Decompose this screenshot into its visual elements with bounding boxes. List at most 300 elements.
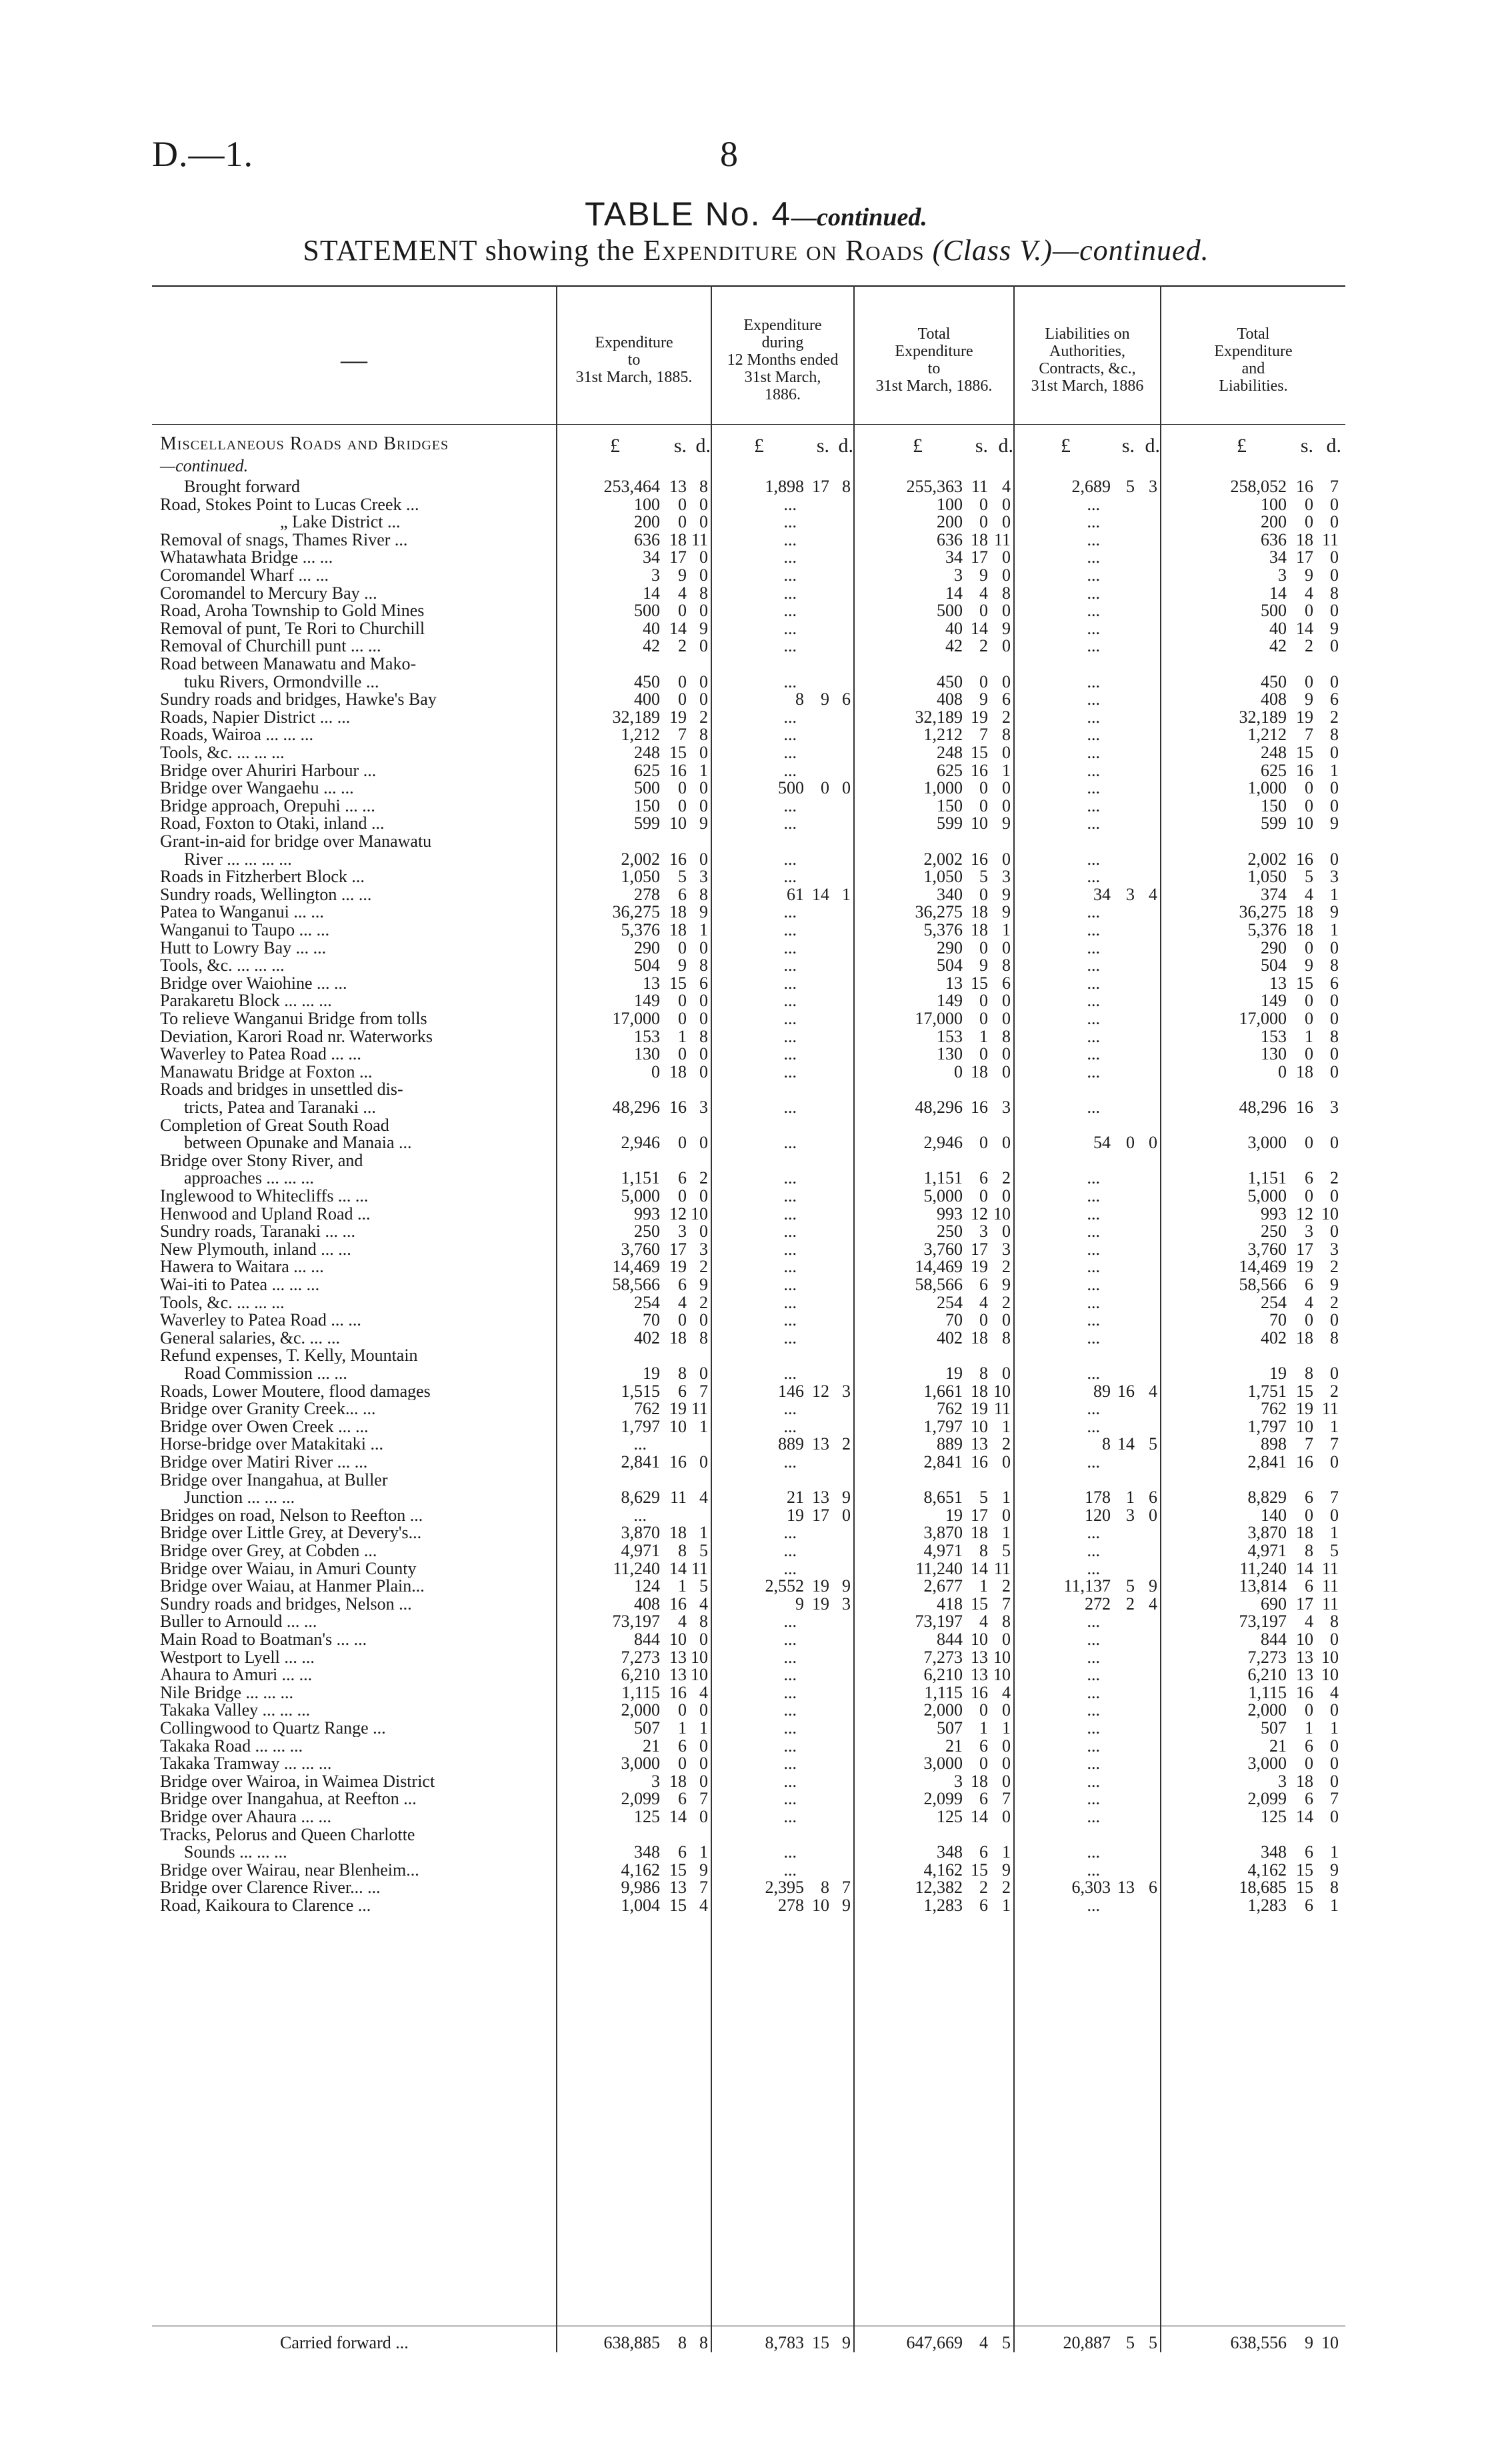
cell-pence-c1: 1 (699, 1523, 708, 1543)
cell-pounds-c1: 7,273 (621, 1647, 660, 1667)
cell-pounds-c1: 1,115 (621, 1682, 660, 1702)
cell-pence-c1: 0 (699, 778, 708, 798)
table-row (0, 1666, 1512, 1684)
unit-shillings: s. (1121, 435, 1135, 457)
cell-shillings-c1: 15 (669, 973, 687, 993)
cell-pounds-c3: 3,870 (923, 1523, 963, 1543)
col-header-total-exp: Total Expenditure to 31st March, 1886. (875, 325, 993, 395)
cell-pence-c5: 2 (1330, 1381, 1339, 1401)
cell-pounds-c5: 7,273 (1247, 1647, 1287, 1667)
cell-shillings-c5: 4 (1305, 583, 1313, 603)
cell-pence-c2: 9 (842, 1896, 851, 1915)
cell-pence-c3: 0 (1002, 1771, 1011, 1791)
cell-pence-c3: 7 (1002, 1789, 1011, 1809)
cell-shillings-c3: 18 (971, 1328, 988, 1348)
cell-pence-c4: 6 (1149, 1488, 1157, 1508)
cell-pence-c3: 0 (1002, 991, 1011, 1011)
cell-shillings-c1: 5 (678, 867, 687, 887)
cell-empty-c2: ... (783, 1097, 797, 1117)
cell-pounds-c1: 762 (634, 1399, 660, 1419)
cell-pounds-c3: 2,841 (923, 1452, 963, 1472)
cell-pence-c5: 3 (1330, 1097, 1339, 1117)
cell-shillings-c3: 17 (971, 1505, 988, 1525)
cell-pence-c5: 7 (1330, 1434, 1339, 1454)
table-row (0, 1754, 1512, 1772)
cell-shillings-c5: 18 (1296, 920, 1313, 939)
cell-pence-c2: 8 (842, 477, 851, 496)
row-label: Ahaura to Amuri ... ... (160, 1666, 313, 1684)
cell-shillings-c5: 9 (1305, 955, 1313, 975)
cell-pounds-c3: 3 (954, 1771, 963, 1791)
unit-pence: d. (838, 435, 853, 457)
cell-pounds-c3: 5,376 (923, 920, 963, 939)
cell-pounds-c5: 1,212 (1247, 725, 1287, 745)
cell-pence-c5: 0 (1330, 1754, 1339, 1774)
cell-pence-c1: 0 (699, 1452, 708, 1472)
table-row (0, 991, 1512, 1009)
cell-pounds-c3: 450 (937, 671, 963, 691)
cell-pounds-c4: 8 (1102, 1434, 1111, 1454)
cell-pence-c5: 0 (1330, 795, 1339, 815)
cell-shillings-c1: 6 (678, 1168, 687, 1188)
cell-pence-c5: 1 (1330, 1896, 1339, 1915)
row-label: Carried forward ... (280, 2334, 409, 2352)
cell-empty-c4: ... (1087, 1718, 1100, 1738)
cell-pounds-c1: 9,986 (621, 1878, 660, 1898)
cell-pounds-c1: 3 (651, 565, 660, 585)
cell-pence-c5: 0 (1330, 1044, 1339, 1064)
row-label: Removal of snags, Thames River ... (160, 530, 408, 549)
cell-shillings-c3: 0 (979, 937, 988, 957)
cell-shillings-c5: 4 (1305, 884, 1313, 904)
cell-pence-c4: 9 (1149, 1576, 1157, 1596)
cell-pence-c5: 3 (1330, 1239, 1339, 1259)
cell-pounds-c1: 636 (634, 529, 660, 549)
cell-pounds-c3: 636 (937, 529, 963, 549)
cell-shillings-c3: 18 (971, 920, 988, 939)
cell-pounds-c5: 2,841 (1247, 1452, 1287, 1472)
cell-shillings-c5: 5 (1305, 867, 1313, 887)
cell-pounds-c5: 48,296 (1239, 1097, 1287, 1117)
cell-shillings-c3: 0 (979, 1044, 988, 1064)
row-label: Road, Foxton to Otaki, inland ... (160, 814, 385, 833)
table-row (0, 903, 1512, 921)
cell-shillings-c5: 16 (1296, 1452, 1313, 1472)
cell-shillings-c1: 13 (669, 1647, 687, 1667)
cell-empty-c4: ... (1087, 1754, 1100, 1774)
cell-pence-c1: 5 (699, 1541, 708, 1560)
col-header-exp-during: Expenditure during 12 Months ended 31st March, 1886. (727, 317, 839, 403)
table-row (0, 1329, 1512, 1347)
cell-pence-c1: 8 (699, 1026, 708, 1046)
cell-pounds-c5: 21 (1269, 1736, 1287, 1756)
cell-pence-c3: 0 (1002, 849, 1011, 869)
cell-pounds-c5: 3,000 (1247, 1754, 1287, 1774)
cell-shillings-c3: 0 (979, 795, 988, 815)
cell-shillings-c1: 18 (669, 920, 687, 939)
row-label: Bridge approach, Orepuhi ... ... (160, 796, 375, 815)
cell-pounds-c3: 36,275 (915, 902, 963, 922)
cell-pence-c3: 2 (1002, 707, 1011, 727)
row-label: Sounds ... ... ... (184, 1843, 287, 1862)
cell-pounds-c5: 762 (1261, 1399, 1287, 1419)
cell-pence-c1: 2 (699, 1292, 708, 1312)
row-label: Hawera to Waitara ... ... (160, 1258, 324, 1276)
cell-empty-c4: ... (1087, 1612, 1100, 1632)
cell-pence-c3: 9 (1002, 618, 1011, 638)
cell-pounds-c5: 1,751 (1247, 1381, 1287, 1401)
cell-shillings-c1: 0 (678, 1133, 687, 1153)
cell-shillings-c5: 6 (1305, 1576, 1313, 1596)
cell-pounds-c1: 400 (634, 689, 660, 709)
cell-shillings-c5: 4 (1305, 1292, 1313, 1312)
cell-shillings-c5: 0 (1305, 1700, 1313, 1720)
cell-pence-c5: 10 (1321, 1647, 1339, 1667)
cell-pence-c5: 0 (1330, 778, 1339, 798)
cell-shillings-c5: 3 (1305, 1222, 1313, 1242)
cell-pence-c2: 9 (842, 1576, 851, 1596)
cell-shillings-c5: 16 (1296, 477, 1313, 496)
cell-pounds-c1: 3,760 (621, 1239, 660, 1259)
cell-empty-c2: ... (783, 1416, 797, 1436)
cell-shillings-c3: 5 (979, 867, 988, 887)
cell-empty-c4: ... (1087, 743, 1100, 762)
cell-pounds-c5: 150 (1261, 795, 1287, 815)
cell-pounds-c3: 1,151 (923, 1168, 963, 1188)
cell-shillings-c3: 0 (979, 991, 988, 1011)
cell-pence-c1: 0 (699, 1310, 708, 1330)
cell-shillings-c5: 17 (1296, 547, 1313, 567)
cell-pounds-c3: 130 (937, 1044, 963, 1064)
cell-empty-c2: ... (783, 565, 797, 585)
cell-pence-c1: 11 (691, 1399, 708, 1419)
cell-pence-c5: 10 (1321, 1203, 1339, 1224)
cell-pence-c3: 8 (1002, 955, 1011, 975)
cell-pence-c5: 0 (1330, 1771, 1339, 1791)
cell-shillings-c1: 14 (669, 1807, 687, 1826)
cell-pence-c3: 0 (1002, 1736, 1011, 1756)
table-number: 4 (771, 195, 792, 233)
cell-pence-c1: 0 (699, 849, 708, 869)
table-row (0, 1009, 1512, 1027)
cell-pence-c3: 0 (1002, 1807, 1011, 1826)
cell-shillings-c4: 0 (1126, 1133, 1135, 1153)
cell-pence-c1: 0 (699, 743, 708, 762)
cell-pounds-c2: 61 (787, 884, 804, 904)
unit-pound: £ (913, 435, 923, 457)
row-label: Waverley to Patea Road ... ... (160, 1311, 361, 1330)
cell-empty-c4: ... (1087, 813, 1100, 833)
cell-pence-c2: 0 (842, 1505, 851, 1525)
cell-pence-c3: 7 (1002, 1594, 1011, 1614)
table-row (0, 1240, 1512, 1258)
cell-pounds-c3: 2,099 (923, 1789, 963, 1809)
row-label: Roads, Wairoa ... ... ... (160, 725, 313, 744)
cell-shillings-c1: 3 (678, 1222, 687, 1242)
cell-shillings-c1: 6 (678, 1842, 687, 1862)
cell-empty-c4: ... (1087, 1416, 1100, 1436)
cell-shillings-c5: 0 (1305, 1754, 1313, 1774)
cell-empty-c2: ... (783, 1203, 797, 1224)
cell-pence-c3: 11 (993, 1558, 1011, 1578)
cell-pounds-c1: 14 (643, 583, 660, 603)
table-title-main: TABLE No. (585, 195, 772, 233)
cell-shillings-c1: 14 (669, 1558, 687, 1578)
cell-shillings-c1: 16 (669, 1097, 687, 1117)
row-label: Bridge over Ahaura ... ... (160, 1808, 332, 1826)
cell-pence-c1: 4 (699, 1896, 708, 1915)
cell-shillings-c2: 17 (812, 1505, 829, 1525)
cell-pence-c2: 3 (842, 1594, 851, 1614)
cell-pounds-c1: 21 (643, 1736, 660, 1756)
cell-empty-c4: ... (1087, 1044, 1100, 1064)
cell-pence-c1: 11 (691, 529, 708, 549)
row-label: Takaka Tramway ... ... ... (160, 1754, 332, 1773)
cell-shillings-c5: 19 (1296, 707, 1313, 727)
cell-pounds-c1: 100 (634, 494, 660, 514)
table-row (0, 2334, 1512, 2352)
cell-pence-c1: 1 (699, 1718, 708, 1738)
cell-shillings-c5: 14 (1296, 618, 1313, 638)
cell-pence-c3: 1 (1002, 1842, 1011, 1862)
cell-shillings-c3: 6 (979, 1789, 988, 1809)
cell-pounds-c3: 1,000 (923, 778, 963, 798)
cell-pounds-c5: 200 (1261, 512, 1287, 532)
cell-shillings-c2: 19 (812, 1594, 829, 1614)
cell-shillings-c3: 13 (971, 1434, 988, 1454)
cell-shillings-c1: 16 (669, 1594, 687, 1614)
cell-shillings-c5: 6 (1305, 1842, 1313, 1862)
table-row (0, 548, 1512, 566)
cell-shillings-c1: 8 (678, 1541, 687, 1560)
cell-pounds-c5: 149 (1261, 991, 1287, 1011)
cell-shillings-c5: 6 (1305, 1896, 1313, 1915)
cell-pounds-c1: 0 (651, 1061, 660, 1081)
cell-empty-c4: ... (1087, 1328, 1100, 1348)
cell-empty-c2: ... (783, 849, 797, 869)
cell-shillings-c1: 18 (669, 529, 687, 549)
table-row (0, 1346, 1512, 1364)
cell-shillings-c1: 7 (678, 725, 687, 745)
row-label: Road, Aroha Township to Gold Mines (160, 601, 425, 620)
cell-pence-c1: 0 (699, 991, 708, 1011)
cell-pounds-c1: 625 (634, 760, 660, 780)
cell-shillings-c1: 1 (678, 1576, 687, 1596)
cell-pounds-c1: 2,002 (621, 849, 660, 869)
cell-shillings-c4: 5 (1126, 2333, 1135, 2352)
cell-shillings-c5: 18 (1296, 529, 1313, 549)
cell-empty-c2: ... (783, 973, 797, 993)
cell-pence-c1: 4 (699, 1488, 708, 1508)
cell-shillings-c5: 0 (1305, 1044, 1313, 1064)
cell-shillings-c3: 10 (971, 1630, 988, 1649)
cell-pounds-c1: 402 (634, 1328, 660, 1348)
cell-pence-c2: 0 (842, 778, 851, 798)
cell-pounds-c1: 993 (634, 1203, 660, 1224)
cell-shillings-c5: 13 (1296, 1665, 1313, 1685)
cell-pounds-c1: 17,000 (612, 1009, 660, 1028)
cell-shillings-c1: 15 (669, 1860, 687, 1880)
row-label: River ... ... ... ... (184, 849, 292, 868)
cell-empty-c2: ... (783, 1009, 797, 1028)
row-label: Whatawhata Bridge ... ... (160, 548, 333, 567)
cell-shillings-c3: 14 (971, 1558, 988, 1578)
cell-pence-c5: 2 (1330, 1168, 1339, 1188)
table-row (0, 1063, 1512, 1081)
table-row (0, 1790, 1512, 1808)
cell-empty-c2: ... (783, 547, 797, 567)
cell-empty-c1: ... (633, 1434, 647, 1454)
cell-pounds-c3: 42 (945, 636, 963, 656)
cell-pounds-c5: 153 (1261, 1026, 1287, 1046)
cell-pence-c3: 0 (1002, 1505, 1011, 1525)
cell-shillings-c1: 16 (669, 849, 687, 869)
cell-empty-c4: ... (1087, 1665, 1100, 1685)
cell-empty-c2: ... (783, 1612, 797, 1632)
cell-empty-c4: ... (1087, 778, 1100, 798)
cell-shillings-c1: 19 (669, 1257, 687, 1277)
cell-empty-c4: ... (1087, 1736, 1100, 1756)
cell-empty-c4: ... (1087, 937, 1100, 957)
cell-pounds-c1: 11,240 (613, 1558, 660, 1578)
cell-pence-c5: 0 (1330, 991, 1339, 1011)
cell-pence-c5: 7 (1330, 1488, 1339, 1508)
cell-pounds-c1: 599 (634, 813, 660, 833)
cell-pence-c3: 1 (1002, 1416, 1011, 1436)
cell-pence-c4: 4 (1149, 1594, 1157, 1614)
col-header-total-liab: Total Expenditure and Liabilities. (1214, 325, 1293, 395)
cell-empty-c4: ... (1087, 1842, 1100, 1862)
cell-pounds-c5: 254 (1261, 1292, 1287, 1312)
cell-pounds-c3: 993 (937, 1203, 963, 1224)
cell-pounds-c5: 504 (1261, 955, 1287, 975)
cell-empty-c4: ... (1087, 512, 1100, 532)
cell-pounds-c3: 2,677 (923, 1576, 963, 1596)
cell-pence-c3: 1 (1002, 1896, 1011, 1915)
cell-shillings-c3: 1 (979, 1026, 988, 1046)
cell-pence-c2: 2 (842, 1434, 851, 1454)
cell-pounds-c3: 2,000 (923, 1700, 963, 1720)
row-label: Removal of Churchill punt ... ... (160, 637, 381, 655)
table-row (0, 1719, 1512, 1737)
table-row (0, 1772, 1512, 1790)
table-row (0, 1222, 1512, 1240)
cell-empty-c2: ... (783, 813, 797, 833)
row-label: Grant-in-aid for bridge over Manawatu (160, 832, 432, 850)
unit-pound: £ (754, 435, 764, 457)
cell-pence-c1: 9 (699, 618, 708, 638)
cell-shillings-c3: 1 (979, 1718, 988, 1738)
table-row (0, 1364, 1512, 1382)
cell-pence-c5: 9 (1330, 902, 1339, 922)
cell-pounds-c1: 36,275 (612, 902, 660, 922)
table-row (0, 1896, 1512, 1914)
cell-shillings-c1: 18 (669, 1328, 687, 1348)
cell-pence-c5: 1 (1330, 1718, 1339, 1738)
cell-pence-c3: 4 (1002, 1682, 1011, 1702)
cell-empty-c2: ... (783, 867, 797, 887)
cell-pence-c4: 3 (1149, 477, 1157, 496)
cell-pounds-c3: 8,651 (923, 1488, 963, 1508)
cell-empty-c4: ... (1087, 689, 1100, 709)
cell-pounds-c5: 258,052 (1230, 477, 1287, 496)
cell-shillings-c5: 0 (1305, 1310, 1313, 1330)
cell-pounds-c5: 42 (1269, 636, 1287, 656)
cell-pounds-c3: 40 (945, 618, 963, 638)
cell-pence-c1: 1 (699, 1416, 708, 1436)
cell-shillings-c5: 10 (1296, 1630, 1313, 1649)
cell-shillings-c2: 13 (812, 1434, 829, 1454)
cell-empty-c2: ... (783, 991, 797, 1011)
cell-shillings-c2: 13 (812, 1488, 829, 1508)
cell-shillings-c2: 15 (812, 2333, 829, 2352)
section-title: Miscellaneous Roads and Bridges (160, 433, 449, 454)
row-label: Horse-bridge over Matakitaki ... (160, 1435, 384, 1454)
cell-empty-c4: ... (1087, 920, 1100, 939)
row-label: „ Lake District ... (280, 513, 401, 531)
table-row (0, 1382, 1512, 1400)
cell-pence-c1: 0 (699, 1630, 708, 1649)
cell-shillings-c5: 0 (1305, 991, 1313, 1011)
cell-shillings-c3: 8 (979, 1541, 988, 1560)
table-row (0, 566, 1512, 584)
cell-shillings-c5: 16 (1296, 760, 1313, 780)
row-label: Bridge over Waiau, in Amuri County (160, 1559, 417, 1578)
cell-shillings-c3: 13 (971, 1665, 988, 1685)
cell-shillings-c5: 19 (1296, 1257, 1313, 1277)
cell-pence-c5: 11 (1321, 1399, 1339, 1419)
cell-shillings-c3: 16 (971, 849, 988, 869)
cell-shillings-c5: 0 (1305, 1505, 1313, 1525)
cell-pounds-c1: 504 (634, 955, 660, 975)
cell-shillings-c1: 0 (678, 494, 687, 514)
cell-empty-c4: ... (1087, 707, 1100, 727)
row-label: Westport to Lyell ... ... (160, 1648, 315, 1666)
cell-pounds-c5: 19 (1269, 1364, 1287, 1383)
cell-pence-c5: 9 (1330, 1275, 1339, 1294)
cell-empty-c4: ... (1087, 671, 1100, 691)
cell-pounds-c3: 32,189 (915, 707, 963, 727)
cell-empty-c4: ... (1087, 902, 1100, 922)
cell-pounds-c5: 2,000 (1247, 1700, 1287, 1720)
row-label: Bridge over Wangaehu ... ... (160, 779, 354, 797)
section-subtitle: —continued. (160, 456, 249, 475)
cell-pence-c3: 0 (1002, 1009, 1011, 1028)
cell-pounds-c1: 14,469 (612, 1257, 660, 1277)
table-row (0, 477, 1512, 495)
cell-pence-c1: 7 (699, 1878, 708, 1898)
table-row (0, 850, 1512, 868)
row-label: between Opunake and Manaia ... (184, 1133, 412, 1152)
cell-pence-c1: 2 (699, 1168, 708, 1188)
cell-pounds-c1: 450 (634, 671, 660, 691)
cell-pence-c3: 10 (993, 1647, 1011, 1667)
cell-pence-c3: 8 (1002, 1328, 1011, 1348)
cell-pounds-c1: 254 (634, 1292, 660, 1312)
cell-pence-c1: 0 (699, 937, 708, 957)
cell-pence-c5: 8 (1330, 583, 1339, 603)
row-label: tuku Rivers, Ormondville ... (184, 672, 379, 691)
cell-shillings-c1: 6 (678, 884, 687, 904)
cell-pence-c5: 0 (1330, 1630, 1339, 1649)
row-label: Tracks, Pelorus and Queen Charlotte (160, 1825, 415, 1844)
cell-empty-c4: ... (1087, 1257, 1100, 1277)
cell-shillings-c5: 10 (1296, 1416, 1313, 1436)
cell-pounds-c3: 4,162 (923, 1860, 963, 1880)
row-label: Takaka Road ... ... ... (160, 1736, 303, 1755)
cell-pounds-c2: 1,898 (765, 477, 804, 496)
cell-empty-c2: ... (783, 1630, 797, 1649)
